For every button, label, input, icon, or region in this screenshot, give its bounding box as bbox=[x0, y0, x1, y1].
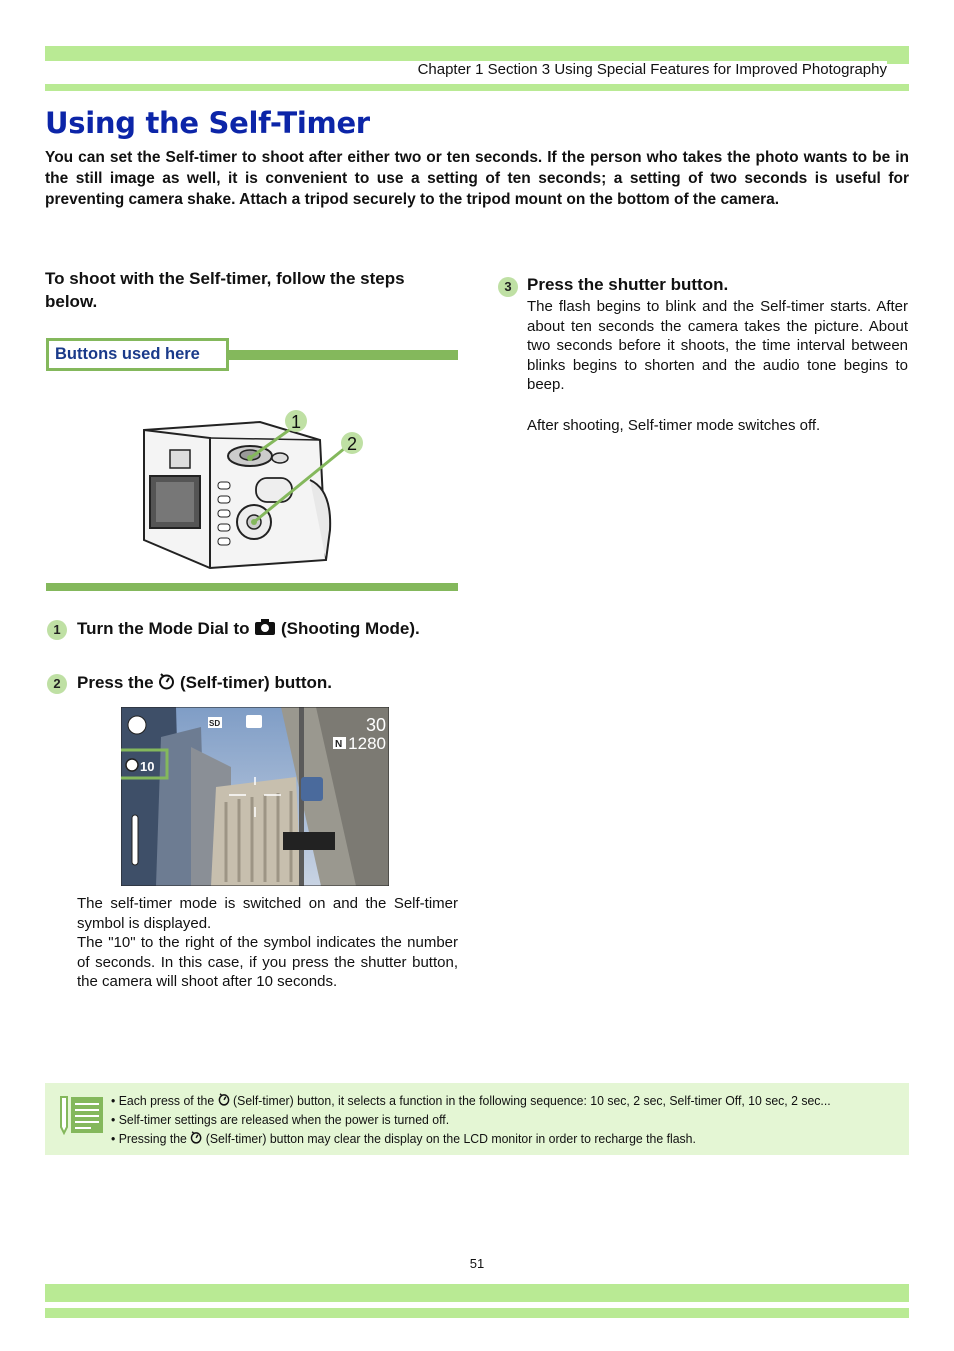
lcd-remaining: 30 bbox=[365, 715, 386, 735]
section-divider bbox=[46, 583, 458, 591]
lcd-timer-value: 10 bbox=[140, 759, 155, 774]
camera-icon bbox=[254, 618, 276, 636]
note-icon bbox=[57, 1093, 105, 1135]
step-3-heading: Press the shutter button. bbox=[527, 275, 729, 294]
step-1-number: 1 bbox=[47, 620, 67, 640]
footer-band-bottom bbox=[45, 1308, 909, 1318]
chapter-heading: Chapter 1 Section 3 Using Special Features for Improved Photography bbox=[45, 61, 887, 78]
note-item: • Self-timer settings are released when the power is turned off. bbox=[111, 1112, 450, 1127]
self-timer-icon bbox=[158, 673, 175, 690]
step-2-heading: Press the (Self-timer) button. bbox=[77, 673, 333, 692]
buttons-used-label: Buttons used here bbox=[46, 338, 229, 371]
step-2-number: 2 bbox=[47, 674, 67, 694]
callout-1: 1 bbox=[290, 412, 302, 432]
step-1-heading: Turn the Mode Dial to (Shooting Mode). bbox=[77, 619, 420, 638]
step-2-body-1: The self-timer mode is switched on and the Self-timer symbol is displayed. bbox=[77, 895, 458, 932]
lcd-screen-photo bbox=[121, 707, 389, 886]
buttons-used-bar bbox=[229, 350, 458, 360]
note-item: • Each press of the (Self-timer) button, it selects a function in the following sequence: 10 sec, 2 sec, Self-timer Off, 10 sec, 2 sec... bbox=[111, 1093, 831, 1108]
header-band-bottom bbox=[45, 84, 909, 91]
note-list bbox=[111, 1091, 885, 1148]
lead-text: To shoot with the Self-timer, follow the steps below. bbox=[45, 269, 405, 311]
lcd-resolution: 1280 bbox=[348, 734, 386, 753]
camera-illustration bbox=[130, 400, 370, 575]
step-3-body-2: After shooting, Self-timer mode switches off. bbox=[527, 417, 821, 434]
lcd-quality: N bbox=[335, 739, 343, 750]
footer-band-top bbox=[45, 1284, 909, 1302]
step-3-body-1: The flash begins to blink and the Self-timer starts. After about ten seconds the camera takes the picture. About two seconds before it shoots, the time interval between blinks begins to shorten and the audio tone begins to beep. bbox=[527, 298, 908, 393]
step-3-number: 3 bbox=[498, 277, 518, 297]
step-2-body-2: The "10" to the right of the symbol indicates the number of seconds. In this case, if you press the shutter button, the camera will shoot after 10 seconds. bbox=[77, 934, 458, 990]
lcd-card-label: SD bbox=[209, 719, 221, 728]
intro-paragraph: You can set the Self-timer to shoot after either two or ten seconds. If the person who takes the photo wants to be in the still image as well, it is convenient to use a setting of ten seconds; a setting of two seconds is useful for preventing camera shake. Attach a tripod securely to the tripod mount on the bottom of the camera. bbox=[45, 149, 909, 208]
page-title: Using the Self-Timer bbox=[45, 106, 370, 140]
self-timer-icon bbox=[190, 1131, 202, 1144]
self-timer-icon bbox=[218, 1093, 230, 1106]
note-box bbox=[45, 1083, 909, 1155]
note-item: • Pressing the (Self-timer) button may clear the display on the LCD monitor in order to recharge the flash. bbox=[111, 1131, 696, 1146]
page-number: 51 bbox=[469, 1256, 485, 1271]
callout-2: 2 bbox=[346, 434, 358, 454]
